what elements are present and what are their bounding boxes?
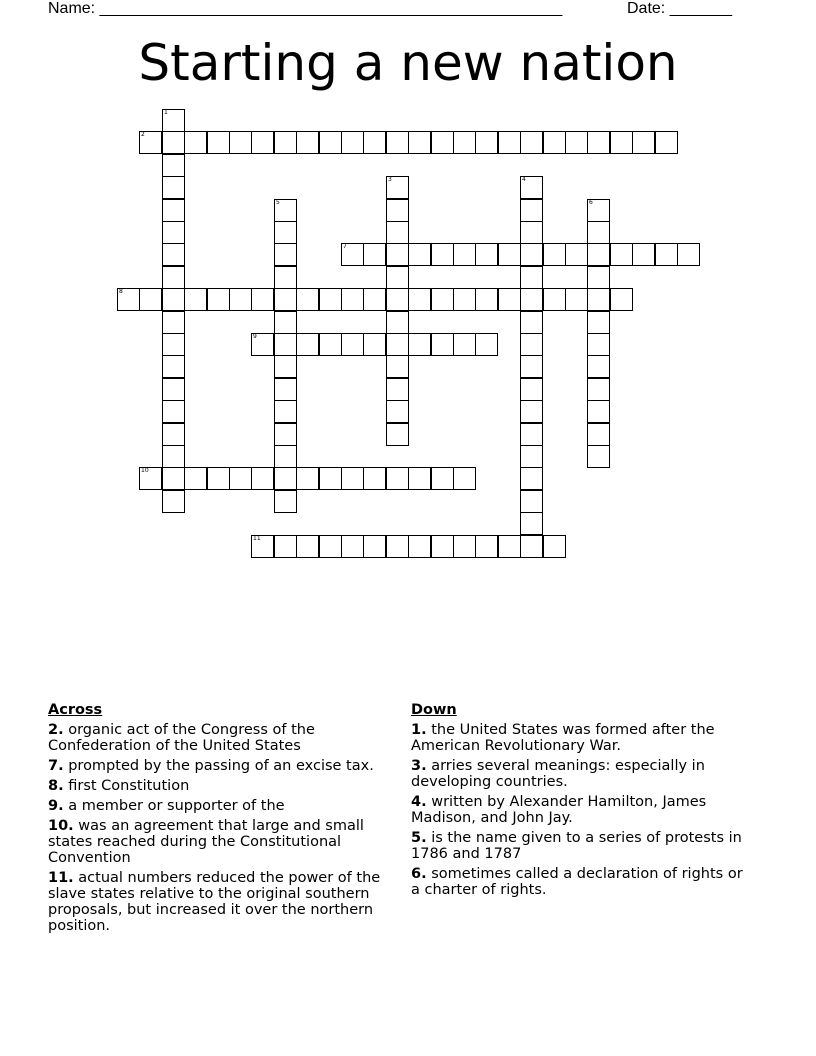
grid-cell[interactable] (274, 243, 297, 266)
grid-cell[interactable] (162, 423, 185, 446)
grid-cell[interactable] (162, 288, 185, 311)
clue-text: written by Alexander Hamilton, James Madison, and John Jay. (411, 794, 707, 826)
grid-cell[interactable] (341, 535, 364, 558)
grid-cell[interactable] (162, 199, 185, 222)
clue-text: first Constitution (68, 778, 190, 794)
grid-cell[interactable] (162, 109, 185, 132)
grid-cell[interactable] (229, 288, 252, 311)
clue-across-2 (48, 722, 393, 754)
grid-cell[interactable] (475, 288, 498, 311)
clue-text: prompted by the passing of an excise tax. (68, 758, 374, 774)
grid-cell[interactable] (162, 221, 185, 244)
grid-cell[interactable] (251, 333, 274, 356)
grid-cell[interactable] (520, 243, 543, 266)
grid-cell[interactable] (431, 333, 454, 356)
grid-cell[interactable] (229, 467, 252, 490)
grid-cell[interactable] (587, 400, 610, 423)
clue-down-3 (411, 758, 756, 790)
grid-cell[interactable] (431, 288, 454, 311)
grid-cell[interactable] (363, 243, 386, 266)
grid-cell[interactable] (319, 333, 342, 356)
grid-cell[interactable] (475, 243, 498, 266)
grid-cell[interactable] (341, 333, 364, 356)
grid-cell[interactable] (520, 400, 543, 423)
grid-cell[interactable] (251, 467, 274, 490)
clue-text: is the name given to a series of protests in 1786 and 1787 (411, 830, 742, 862)
grid-cell[interactable] (587, 445, 610, 468)
cell-number: 11 (253, 535, 261, 542)
grid-cell[interactable] (610, 288, 633, 311)
grid-cell[interactable] (296, 467, 319, 490)
clue-text: the United States was formed after the American Revolutionary War. (411, 722, 715, 754)
grid-cell[interactable] (229, 131, 252, 154)
grid-cell[interactable] (274, 288, 297, 311)
grid-cell[interactable] (453, 467, 476, 490)
clue-number: 8. (48, 778, 64, 794)
grid-cell[interactable] (386, 266, 409, 289)
grid-cell[interactable] (162, 355, 185, 378)
grid-cell[interactable] (408, 535, 431, 558)
grid-cell[interactable] (274, 266, 297, 289)
grid-cell[interactable] (677, 243, 700, 266)
grid-cell[interactable] (587, 423, 610, 446)
grid-cell[interactable] (386, 467, 409, 490)
grid-cell[interactable] (341, 131, 364, 154)
grid-cell[interactable] (162, 333, 185, 356)
grid-cell[interactable] (453, 333, 476, 356)
grid-cell[interactable] (274, 423, 297, 446)
clue-across-9 (48, 798, 393, 814)
grid-cell[interactable] (274, 445, 297, 468)
grid-cell[interactable] (139, 288, 162, 311)
grid-cell[interactable] (431, 467, 454, 490)
grid-cell[interactable] (408, 467, 431, 490)
grid-cell[interactable] (207, 467, 230, 490)
grid-cell[interactable] (453, 535, 476, 558)
cell-number: 3 (388, 176, 392, 183)
grid-cell[interactable] (520, 467, 543, 490)
grid-cell[interactable] (632, 131, 655, 154)
clue-number: 1. (411, 722, 427, 738)
grid-cell[interactable] (386, 131, 409, 154)
clue-down-1 (411, 722, 756, 754)
grid-cell[interactable] (520, 266, 543, 289)
cell-number: 10 (141, 467, 149, 474)
grid-cell[interactable] (274, 311, 297, 334)
grid-cell[interactable] (475, 333, 498, 356)
grid-cell[interactable] (655, 131, 678, 154)
grid-cell[interactable] (117, 288, 140, 311)
grid-cell[interactable] (632, 243, 655, 266)
grid-cell[interactable] (386, 199, 409, 222)
clue-text: arries several meanings: especially in developing countries. (411, 758, 705, 790)
grid-cell[interactable] (587, 355, 610, 378)
clue-number: 4. (411, 794, 427, 810)
clue-down-6 (411, 866, 756, 898)
grid-cell[interactable] (498, 131, 521, 154)
grid-cell[interactable] (520, 535, 543, 558)
cell-number: 2 (141, 131, 145, 138)
grid-cell[interactable] (498, 535, 521, 558)
clue-number: 10. (48, 818, 74, 834)
grid-cell[interactable] (139, 131, 162, 154)
grid-cell[interactable] (296, 333, 319, 356)
grid-cell[interactable] (274, 490, 297, 513)
grid-cell[interactable] (274, 535, 297, 558)
grid-cell[interactable] (386, 221, 409, 244)
across-heading: Across (48, 702, 103, 718)
down-clues (411, 702, 756, 902)
grid-cell[interactable] (587, 311, 610, 334)
grid-cell[interactable] (587, 199, 610, 222)
clue-number: 5. (411, 830, 427, 846)
grid-cell[interactable] (184, 288, 207, 311)
across-clues (48, 702, 393, 938)
grid-cell[interactable] (543, 243, 566, 266)
grid-cell[interactable] (363, 467, 386, 490)
grid-cell[interactable] (319, 131, 342, 154)
grid-cell[interactable] (162, 154, 185, 177)
grid-cell[interactable] (363, 333, 386, 356)
grid-cell[interactable] (363, 288, 386, 311)
grid-cell[interactable] (386, 400, 409, 423)
cell-number: 7 (343, 243, 347, 250)
grid-cell[interactable] (543, 288, 566, 311)
grid-cell[interactable] (251, 535, 274, 558)
grid-cell[interactable] (408, 243, 431, 266)
grid-cell[interactable] (520, 221, 543, 244)
grid-cell[interactable] (363, 131, 386, 154)
grid-cell[interactable] (610, 243, 633, 266)
name-line: Name: ____________________________________________________ (48, 0, 563, 17)
grid-cell[interactable] (587, 378, 610, 401)
clue-number: 3. (411, 758, 427, 774)
grid-cell[interactable] (520, 288, 543, 311)
grid-cell[interactable] (543, 535, 566, 558)
clue-across-7 (48, 758, 393, 774)
grid-cell[interactable] (386, 423, 409, 446)
cell-number: 5 (276, 199, 280, 206)
clue-down-5 (411, 830, 756, 862)
cell-number: 1 (164, 109, 168, 116)
clue-across-10 (48, 818, 393, 866)
cell-number: 8 (119, 288, 123, 295)
page-title: Starting a new nation (138, 34, 678, 92)
grid-cell[interactable] (319, 467, 342, 490)
grid-cell[interactable] (520, 311, 543, 334)
grid-cell[interactable] (520, 355, 543, 378)
grid-cell[interactable] (386, 176, 409, 199)
grid-cell[interactable] (520, 445, 543, 468)
clue-number: 7. (48, 758, 64, 774)
grid-cell[interactable] (296, 288, 319, 311)
grid-cell[interactable] (587, 131, 610, 154)
clue-across-8 (48, 778, 393, 794)
grid-cell[interactable] (162, 400, 185, 423)
grid-cell[interactable] (386, 378, 409, 401)
grid-cell[interactable] (274, 131, 297, 154)
grid-cell[interactable] (274, 221, 297, 244)
clue-down-4 (411, 794, 756, 826)
grid-cell[interactable] (296, 131, 319, 154)
grid-cell[interactable] (475, 535, 498, 558)
grid-cell[interactable] (341, 243, 364, 266)
grid-cell[interactable] (587, 266, 610, 289)
grid-cell[interactable] (386, 333, 409, 356)
down-heading: Down (411, 702, 457, 718)
grid-cell[interactable] (274, 199, 297, 222)
clue-text: actual numbers reduced the power of the slave states relative to the original southern proposals, but increased it over the northern position. (48, 870, 381, 934)
grid-cell[interactable] (565, 243, 588, 266)
grid-cell[interactable] (655, 243, 678, 266)
grid-cell[interactable] (408, 333, 431, 356)
grid-cell[interactable] (386, 311, 409, 334)
grid-cell[interactable] (498, 288, 521, 311)
clue-across-11 (48, 870, 393, 934)
clue-text: a member or supporter of the (68, 798, 285, 814)
grid-cell[interactable] (520, 423, 543, 446)
grid-cell[interactable] (162, 445, 185, 468)
grid-cell[interactable] (587, 221, 610, 244)
grid-cell[interactable] (162, 467, 185, 490)
grid-cell[interactable] (408, 288, 431, 311)
grid-cell[interactable] (162, 243, 185, 266)
clue-text: was an agreement that large and small states reached during the Constitutional Convention (48, 818, 364, 866)
grid-cell[interactable] (274, 333, 297, 356)
clue-number: 11. (48, 870, 74, 886)
grid-cell[interactable] (162, 378, 185, 401)
grid-cell[interactable] (453, 131, 476, 154)
grid-cell[interactable] (341, 467, 364, 490)
grid-cell[interactable] (139, 467, 162, 490)
grid-cell[interactable] (386, 243, 409, 266)
clue-number: 6. (411, 866, 427, 882)
grid-cell[interactable] (587, 333, 610, 356)
grid-cell[interactable] (162, 176, 185, 199)
grid-cell[interactable] (520, 512, 543, 535)
grid-cell[interactable] (251, 288, 274, 311)
grid-cell[interactable] (274, 378, 297, 401)
clue-number: 2. (48, 722, 64, 738)
grid-cell[interactable] (386, 355, 409, 378)
grid-cell[interactable] (610, 131, 633, 154)
cell-number: 4 (522, 176, 526, 183)
clue-text: organic act of the Congress of the Confederation of the United States (48, 722, 315, 754)
grid-cell[interactable] (587, 288, 610, 311)
grid-cell[interactable] (453, 288, 476, 311)
grid-cell[interactable] (565, 131, 588, 154)
grid-cell[interactable] (520, 199, 543, 222)
grid-cell[interactable] (386, 535, 409, 558)
date-line: Date: _______ (627, 0, 732, 17)
grid-cell[interactable] (520, 490, 543, 513)
cell-number: 6 (589, 199, 593, 206)
cell-number: 9 (253, 333, 257, 340)
clue-text: sometimes called a declaration of rights or a charter of rights. (411, 866, 743, 898)
grid-cell[interactable] (431, 535, 454, 558)
grid-cell[interactable] (520, 378, 543, 401)
grid-cell[interactable] (162, 490, 185, 513)
grid-cell[interactable] (520, 131, 543, 154)
grid-cell[interactable] (363, 535, 386, 558)
grid-cell[interactable] (274, 400, 297, 423)
grid-cell[interactable] (319, 535, 342, 558)
grid-cell[interactable] (475, 131, 498, 154)
grid-cell[interactable] (453, 243, 476, 266)
grid-cell[interactable] (520, 176, 543, 199)
grid-cell[interactable] (162, 311, 185, 334)
grid-cell[interactable] (520, 333, 543, 356)
grid-cell[interactable] (565, 288, 588, 311)
grid-cell[interactable] (319, 288, 342, 311)
grid-cell[interactable] (431, 131, 454, 154)
grid-cell[interactable] (207, 288, 230, 311)
grid-cell[interactable] (408, 131, 431, 154)
grid-cell[interactable] (274, 467, 297, 490)
grid-cell[interactable] (274, 355, 297, 378)
grid-cell[interactable] (386, 288, 409, 311)
clue-number: 9. (48, 798, 64, 814)
grid-cell[interactable] (207, 131, 230, 154)
grid-cell[interactable] (587, 243, 610, 266)
grid-cell[interactable] (431, 243, 454, 266)
grid-cell[interactable] (184, 131, 207, 154)
grid-cell[interactable] (543, 131, 566, 154)
grid-cell[interactable] (162, 266, 185, 289)
grid-cell[interactable] (251, 131, 274, 154)
grid-cell[interactable] (184, 467, 207, 490)
grid-cell[interactable] (341, 288, 364, 311)
grid-cell[interactable] (162, 131, 185, 154)
grid-cell[interactable] (498, 243, 521, 266)
grid-cell[interactable] (296, 535, 319, 558)
